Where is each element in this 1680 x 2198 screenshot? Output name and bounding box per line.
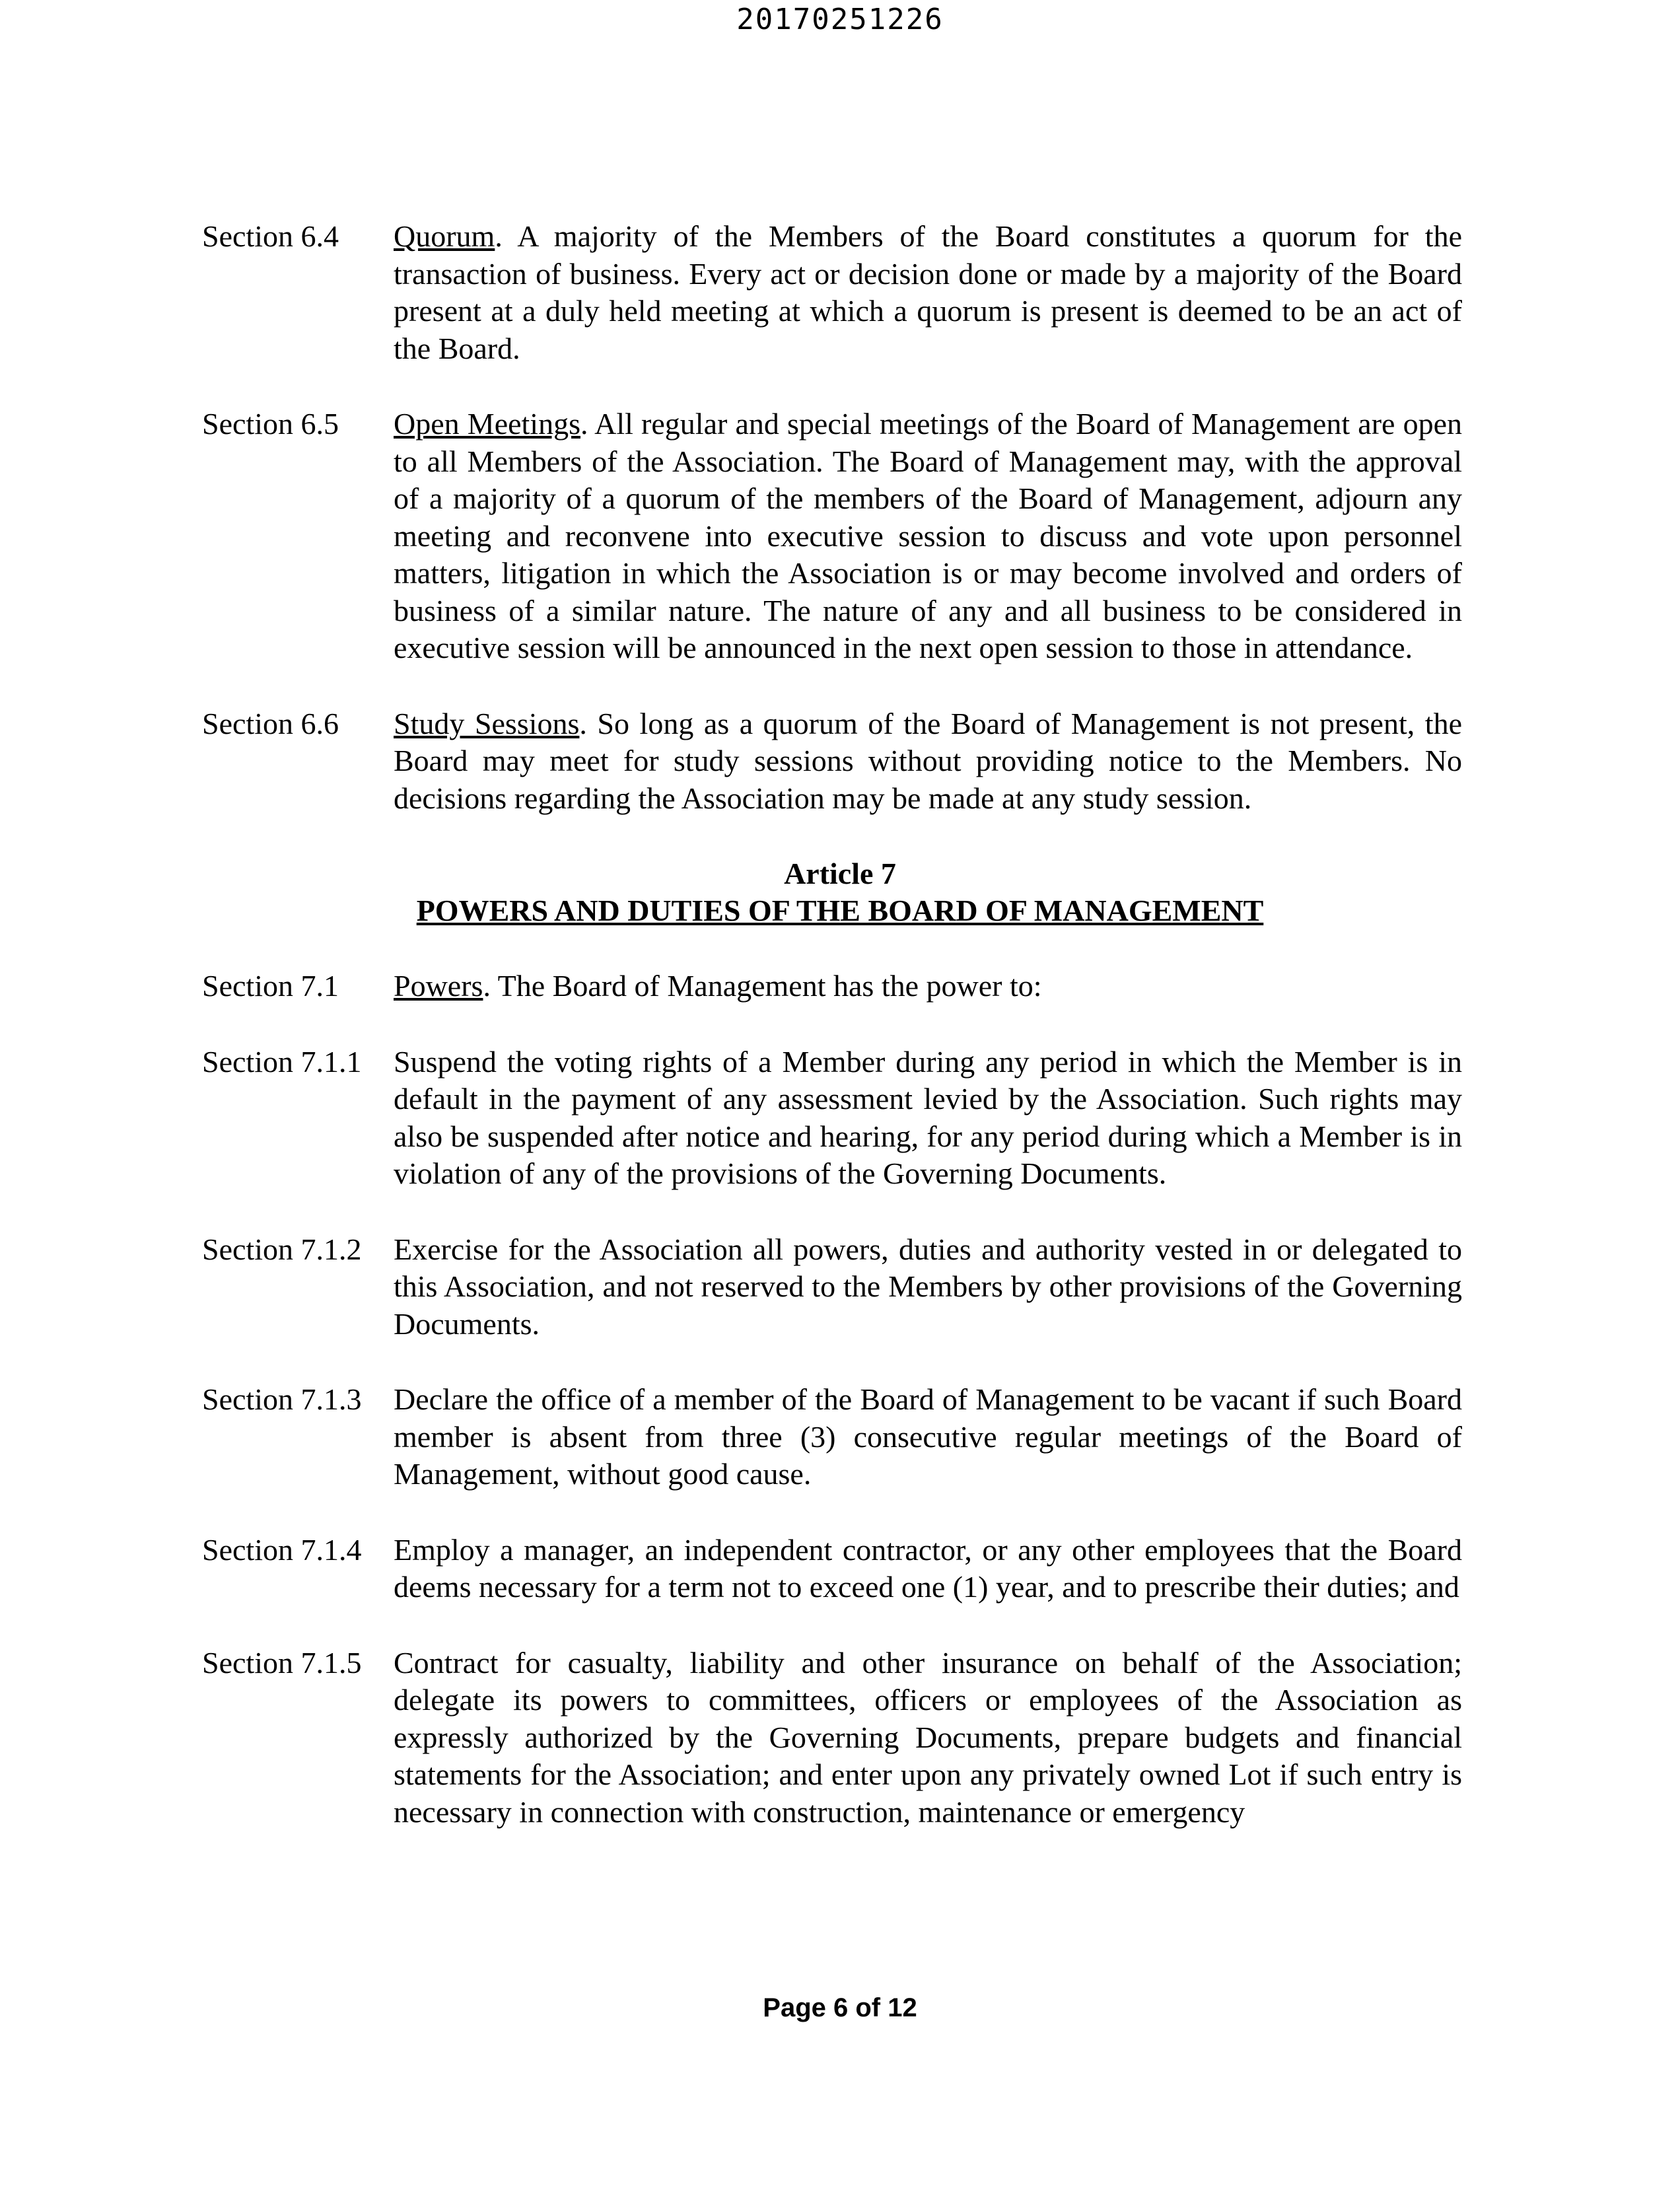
section-6-5 <box>202 406 1462 667</box>
page-number: Page 6 of 12 <box>763 1993 917 2022</box>
section-label: Section 7.1 <box>202 969 339 1003</box>
section-body: Employ a manager, an independent contractor, or any other employees that the Board deems necessary for a term not to exceed one (1) year, and to prescribe their duties; and <box>394 1532 1462 1604</box>
section-label: Section 6.6 <box>202 706 339 740</box>
document-page <box>0 218 1680 1831</box>
section-7-1-5 <box>202 1645 1462 1831</box>
section-label: Section 6.4 <box>202 219 339 253</box>
section-label: Section 7.1.1 <box>202 1044 362 1079</box>
section-text: . So long as a quorum of the Board of Management is not present, the Board may meet for study sessions without providing notice to the Members. No decisions regarding the Association may be made at any study session. <box>394 706 1462 815</box>
section-body <box>394 705 1462 818</box>
section-body <box>394 406 1462 667</box>
section-body: Suspend the voting rights of a Member during any period in which the Member is in default in the payment of any assessment levied by the Association. Such rights may also be suspended after notice and hearing, for any period during which a Member is in violation of any of the provisions of the Governing Documents. <box>394 1044 1462 1190</box>
section-heading: Study Sessions <box>394 706 580 740</box>
article-number: Article 7 <box>784 857 896 890</box>
section-body <box>394 218 1462 367</box>
section-text: . The Board of Management has the power to: <box>483 969 1042 1003</box>
section-7-1-1 <box>202 1044 1462 1193</box>
section-heading: Powers <box>394 969 483 1003</box>
section-text: . All regular and special meetings of the Board of Management are open to all Members of the Association. The Board of Management may, with the approval of a majority of a quorum of the members of the Board of Management, adjourn any meeting and reconvene into executive session to discuss and vote upon personnel matters, litigation in which the Association is or may become involved and orders of business of a similar nature. The nature of any and all business to be considered in executive session will be announced in the next open session to those in attendance. <box>394 407 1462 664</box>
section-7-1-2 <box>202 1231 1462 1343</box>
section-label: Section 7.1.2 <box>202 1232 362 1266</box>
section-7-1-3 <box>202 1381 1462 1493</box>
section-body: Declare the office of a member of the Board of Management to be vacant if such Board member is absent from three (3) consecutive regular meetings of the Board of Management, without good cause. <box>394 1382 1462 1491</box>
section-label: Section 6.5 <box>202 407 339 441</box>
article-title: POWERS AND DUTIES OF THE BOARD OF MANAGEMENT <box>416 894 1264 927</box>
document-id: 20170251226 <box>736 3 944 36</box>
section-6-6 <box>202 705 1462 818</box>
section-body: Contract for casualty, liability and other insurance on behalf of the Association; delegate its powers to committees, officers or employees of the Association as expressly authorized by the Governing Documents, prepare budgets and financial statements for the Association; and enter upon any privately owned Lot if such entry is necessary in connection with construction, maintenance or emergency <box>394 1645 1462 1829</box>
section-heading: Quorum <box>394 219 495 253</box>
section-label: Section 7.1.4 <box>202 1532 362 1567</box>
section-7-1 <box>202 968 1457 1005</box>
section-7-1-4 <box>202 1532 1462 1606</box>
section-body: Exercise for the Association all powers, duties and authority vested in or delegated to this Association, and not reserved to the Members by other provisions of the Governing Documents. <box>394 1232 1462 1341</box>
section-6-4 <box>202 218 1462 367</box>
section-label: Section 7.1.3 <box>202 1382 362 1416</box>
section-body <box>394 968 1462 1005</box>
section-heading: Open Meetings <box>394 407 580 441</box>
article-heading <box>0 855 1680 929</box>
section-label: Section 7.1.5 <box>202 1645 362 1680</box>
section-text: . A majority of the Members of the Board constitutes a quorum for the transaction of business. Every act or decision done or made by a majority of the Board present at a duly held meeting at which a quorum is present is deemed to be an act of the Board. <box>394 219 1462 365</box>
